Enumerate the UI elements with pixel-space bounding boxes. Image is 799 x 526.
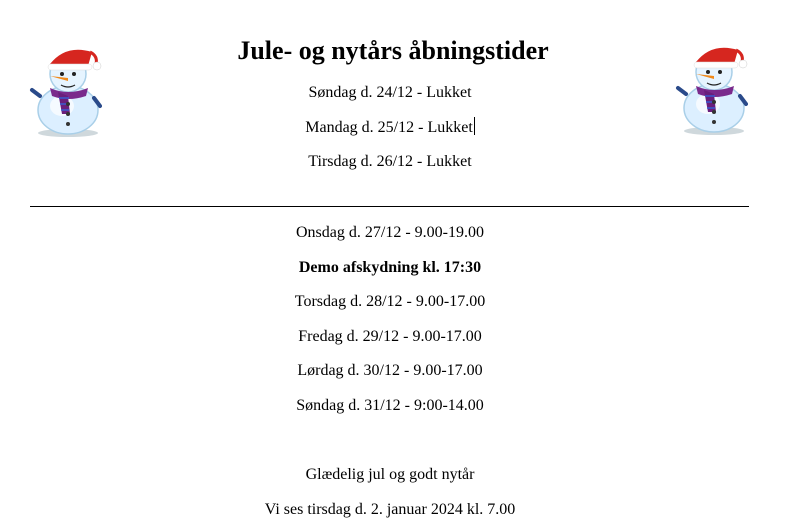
text-cursor (474, 117, 475, 135)
horizontal-divider (30, 206, 749, 207)
demo-event-line: Demo afskydning kl. 17:30 (298, 259, 482, 276)
open-day-line: Onsdag d. 27/12 - 9.00-19.00 (296, 224, 484, 241)
closed-day-line: Tirsdag d. 26/12 - Lukket (308, 153, 472, 170)
open-day-line: Lørdag d. 30/12 - 9.00-17.00 (297, 362, 483, 379)
closed-day-line: Søndag d. 24/12 - Lukket (308, 84, 472, 101)
reopening-line: Vi ses tirsdag d. 2. januar 2024 kl. 7.00 (264, 501, 516, 518)
closed-day-line[interactable] (0, 117, 780, 138)
open-day-line: Søndag d. 31/12 - 9:00-14.00 (296, 397, 484, 414)
open-day-line: Torsdag d. 28/12 - 9.00-17.00 (294, 293, 486, 310)
closed-day-text: Mandag d. 25/12 - Lukket (305, 119, 473, 136)
open-day-line: Fredag d. 29/12 - 9.00-17.00 (298, 328, 482, 345)
page-title: Jule- og nytårs åbningstider (237, 36, 549, 65)
greeting-line: Glædelig jul og godt nytår (305, 466, 475, 483)
